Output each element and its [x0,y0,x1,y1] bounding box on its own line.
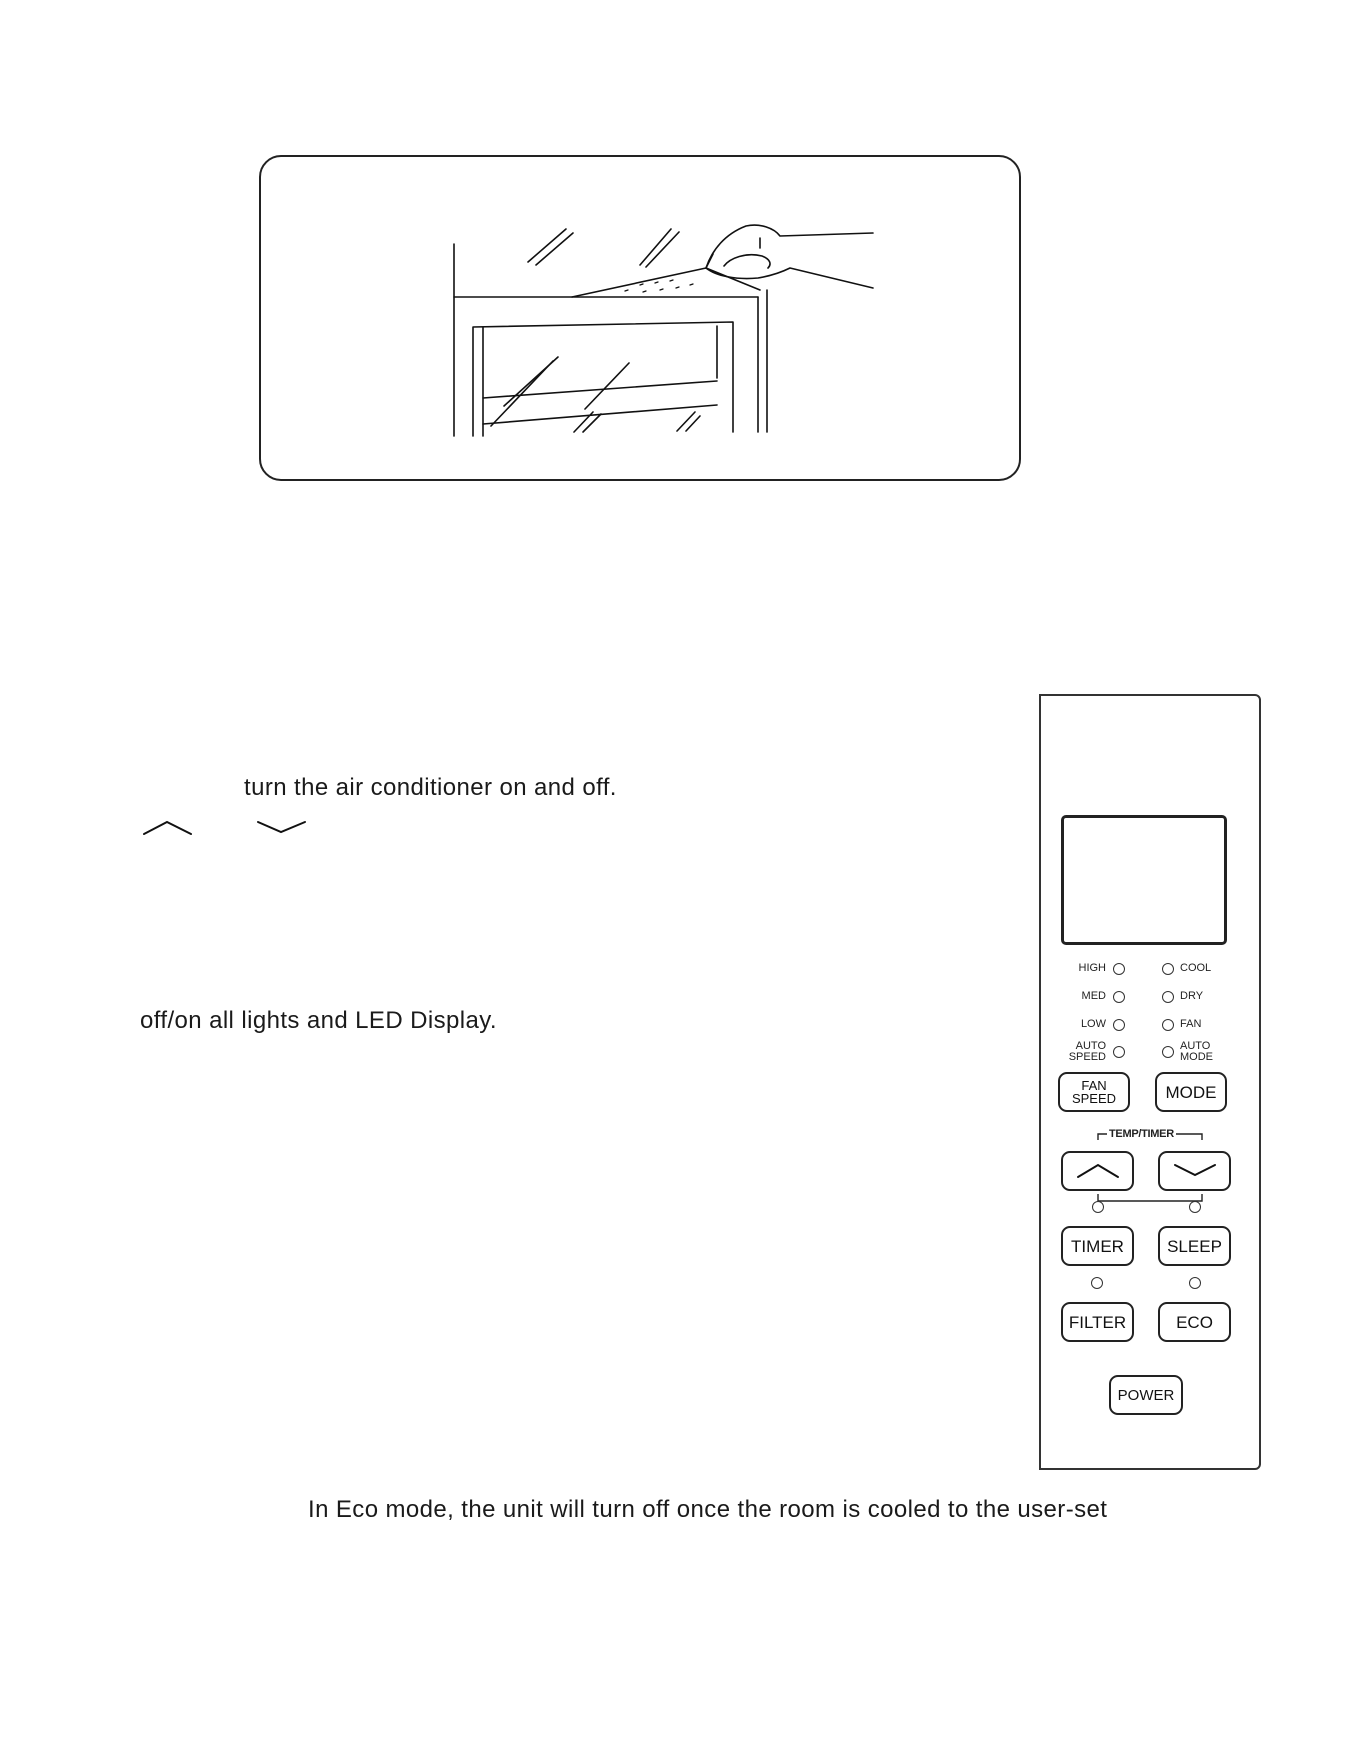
window-unit-illustration [0,0,1361,500]
indicator-label-fan: FAN [1180,1018,1202,1030]
filter-button[interactable]: FILTER [1061,1302,1134,1342]
chevron-up-icon [144,822,191,834]
indicator-light-dry [1162,991,1174,1003]
indicator-light-auto-speed [1113,1046,1125,1058]
fan-speed-label-line2: SPEED [1071,1091,1117,1106]
temp-timer-label: TEMP/TIMER [1109,1128,1174,1140]
temp-up-button[interactable] [1061,1151,1134,1191]
indicator-light-fan [1162,1019,1174,1031]
indicator-light-cool [1162,963,1174,975]
indicator-label-low: LOW [1080,1018,1106,1030]
fan-speed-button[interactable] [1058,1072,1130,1112]
filter-indicator-light [1091,1277,1103,1289]
indicator-label-auto-mode-line1: AUTO [1180,1040,1211,1052]
power-description: turn the air conditioner on and off. [244,774,617,801]
chevron-down-icon [1172,1161,1218,1181]
indicator-label-cool: COOL [1180,962,1212,974]
indicator-label-auto-speed-line2: SPEED [1068,1051,1106,1063]
eco-indicator-light [1189,1277,1201,1289]
indicator-light-med [1113,991,1125,1003]
display-description: off/on all lights and LED Display. [140,1007,497,1034]
chevron-up-icon [1075,1161,1121,1181]
indicator-light-high [1113,963,1125,975]
indicator-label-auto-mode-line2: MODE [1180,1051,1213,1063]
indicator-label-med: MED [1081,990,1106,1002]
eco-button[interactable]: ECO [1158,1302,1231,1342]
sleep-indicator-light [1189,1201,1201,1213]
indicator-light-low [1113,1019,1125,1031]
chevron-down-icon [258,822,305,832]
temp-arrows-inline [140,818,310,842]
indicator-label-high: HIGH [1078,962,1106,974]
sleep-button[interactable]: SLEEP [1158,1226,1231,1266]
eco-description: In Eco mode, the unit will turn off once the room is cooled to the user-set [308,1496,1108,1523]
timer-indicator-light [1092,1201,1104,1213]
led-display [1061,815,1227,945]
indicator-label-auto-speed-line1: AUTO [1075,1040,1106,1052]
indicator-label-dry: DRY [1180,990,1204,1002]
fan-speed-label-line1: FAN [1081,1078,1107,1093]
temp-down-button[interactable] [1158,1151,1231,1191]
indicator-light-auto-mode [1162,1046,1174,1058]
power-button[interactable]: POWER [1109,1375,1183,1415]
mode-button[interactable]: MODE [1155,1072,1227,1112]
timer-button[interactable]: TIMER [1061,1226,1134,1266]
